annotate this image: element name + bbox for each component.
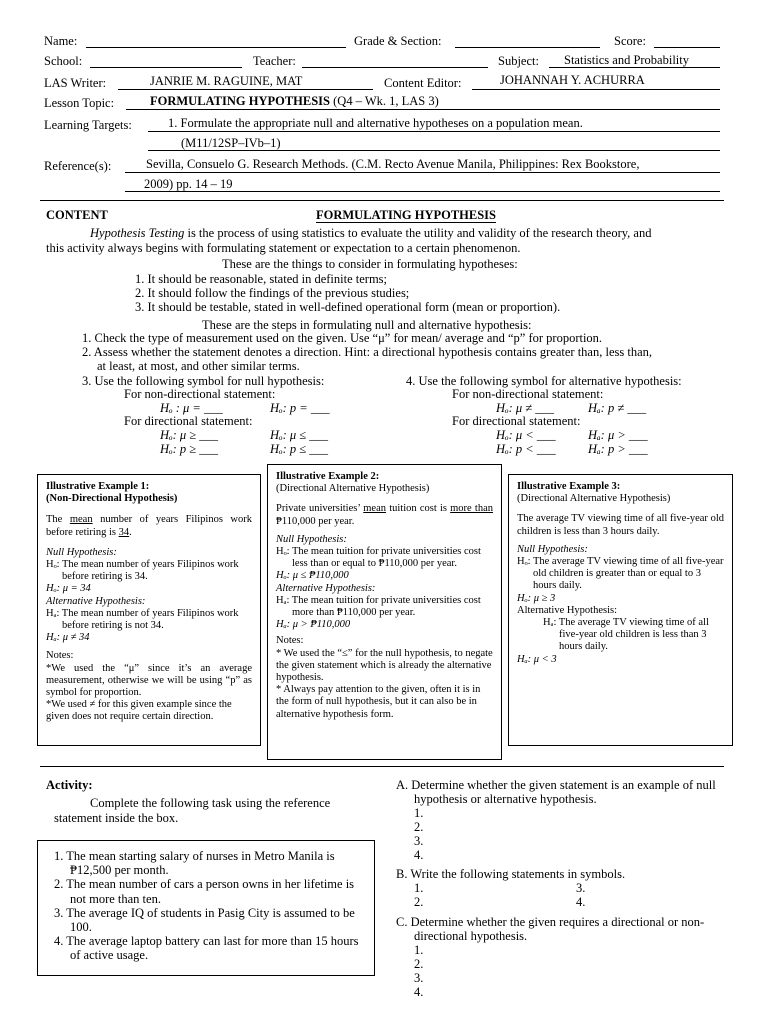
part-c-answer-3[interactable]: 3.	[414, 971, 424, 985]
part-b-answer-3[interactable]: 3.	[576, 881, 586, 895]
consider-item: 3. It should be testable, stated in well-defined operational form (mean or proportion).	[135, 300, 561, 314]
ref-label: Reference(s):	[44, 159, 112, 173]
null-d-mu-ge: Hₒ: μ ≥ ___	[160, 428, 219, 442]
null-dir-label: For directional statement:	[124, 414, 253, 428]
part-c-title: C. Determine whether the given requires a directional or non-directional hypothesis.	[396, 915, 705, 943]
step-3: 3. Use the following symbol for null hypothesis:	[82, 374, 325, 388]
reference-list	[54, 849, 368, 963]
stmt-part: tuition cost is	[386, 503, 451, 515]
score-label: Score:	[614, 34, 646, 48]
example-3-alt-text: Hₐ: The average TV viewing time of all five-year old children is less than 3 hours daily.	[543, 617, 709, 653]
part-b-title: B. Write the following statements in symbols.	[396, 867, 626, 881]
alt-nd-p: Hₐ: p ≠ ___	[588, 401, 647, 415]
intro-term: Hypothesis Testing	[90, 226, 185, 240]
content-label: CONTENT	[46, 208, 108, 222]
example-1-alt-sym: Hₐ: μ ≠ 34	[46, 632, 90, 644]
example-2-subtitle: (Directional Alternative Hypothesis)	[276, 483, 430, 495]
part-a-answer-3[interactable]: 3.	[414, 834, 424, 848]
example-2-alt-sym: Hₐ: μ > ₱110,000	[276, 619, 351, 631]
stmt-mean: mean	[363, 503, 387, 515]
targets-label: Learning Targets:	[44, 118, 132, 132]
alt-nondir-label: For non-directional statement:	[452, 387, 604, 401]
topic-value	[150, 94, 439, 109]
reference-statement: 1. The mean starting salary of nurses in Metro Manila is ₱12,500 per month.	[54, 849, 335, 878]
example-2-null-sym: Hₒ: μ ≤ ₱110,000	[276, 570, 349, 582]
part-c-answer-2[interactable]: 2.	[414, 957, 424, 971]
part-c-answer-4[interactable]: 4.	[414, 985, 424, 999]
topic-field	[126, 109, 720, 110]
example-3-box	[508, 474, 733, 746]
intro-line1: is the process of using statistics to evaluate the utility and validity of the research theory, and	[184, 226, 652, 240]
activity-label: Activity:	[46, 778, 93, 792]
null-d-mu-le: Hₒ: μ ≤ ___	[270, 428, 329, 442]
part-a-title: A. Determine whether the given statement is an example of null hypothesis or alternative hypothesis.	[396, 778, 716, 806]
alt-nd-mu: Hₒ: μ ≠ ___	[496, 401, 555, 415]
stmt-part: ₱110,000 per year.	[276, 515, 355, 527]
example-1-alt-label: Alternative Hypothesis:	[46, 595, 146, 607]
part-b-answer-2[interactable]: 2.	[414, 895, 424, 909]
stmt-part: The	[46, 514, 70, 526]
reference-statement: 4. The average laptop battery can last for more than 15 hours of active usage.	[54, 934, 359, 963]
step-2-line1: 2. Assess whether the statement denotes a direction. Hint: a directional hypothesis contains greater than, less than,	[82, 345, 652, 359]
example-2-null-text: Hₒ: The mean tuition for private universities cost less than or equal to ₱110,000 per year.	[276, 546, 481, 570]
example-3-null-label: Null Hypothesis:	[517, 543, 588, 555]
part-a-answer-2[interactable]: 2.	[414, 820, 424, 834]
subject-label: Subject:	[498, 54, 539, 68]
alt-dir-label: For directional statement:	[452, 414, 581, 428]
consider-item: 2. It should follow the findings of the previous studies;	[135, 286, 410, 300]
grade-field[interactable]	[455, 47, 600, 48]
null-nd-p: Hₒ: p = ___	[270, 401, 330, 415]
teacher-label: Teacher:	[253, 54, 296, 68]
score-field[interactable]	[654, 47, 720, 48]
example-3-title: Illustrative Example 3:	[517, 481, 621, 492]
intro-paragraph	[46, 226, 722, 256]
reference-statement: 2. The mean number of cars a person owns in her lifetime is not more than ten.	[54, 877, 355, 906]
step-4: 4. Use the following symbol for alternative hypothesis:	[406, 374, 682, 388]
stmt-more-than: more than	[450, 503, 493, 515]
alt-d-p-lt: Hₒ: p < ___	[496, 442, 556, 456]
stmt-part: .	[129, 526, 132, 538]
header-divider	[40, 200, 724, 201]
part-a-answer-1[interactable]: 1.	[414, 806, 424, 820]
example-1-null-text: Hₒ: The mean number of years Filipinos work before retiring is 34.	[46, 559, 239, 583]
stmt-part: Private universities’	[276, 503, 364, 515]
school-field[interactable]	[90, 67, 242, 68]
step-2-line2: at least, at most, and other similar terms.	[97, 359, 300, 373]
name-label: Name:	[44, 34, 78, 48]
consider-title: These are the things to consider in formulating hypotheses:	[222, 257, 518, 271]
example-3-statement: The average TV viewing time of all five-year old children is less than 3 hours daily.	[517, 513, 724, 537]
writer-field	[118, 89, 373, 90]
activity-instruction: Complete the following task using the reference statement inside the box.	[54, 796, 331, 825]
steps-title: These are the steps in formulating null and alternative hypothesis:	[202, 318, 532, 332]
example-3-subtitle: (Directional Alternative Hypothesis)	[517, 493, 671, 505]
ref-line2: 2009) pp. 14 – 19	[144, 177, 233, 191]
example-1-note-2: *We used ≠ for this given example since the given does not require certain direction.	[46, 699, 232, 723]
consider-item: 1. It should be reasonable, stated in definite terms;	[135, 272, 388, 286]
example-1-subtitle: (Non-Directional Hypothesis)	[46, 493, 178, 505]
null-d-p-ge: Hₒ: p ≥ ___	[160, 442, 218, 456]
example-2-alt-label: Alternative Hypothesis:	[276, 582, 376, 594]
reference-statement: 3. The average IQ of students in Pasig City is assumed to be 100.	[54, 905, 355, 935]
step-1: 1. Check the type of measurement used on the given. Use “μ” for mean/ average and “p” for proportion.	[82, 331, 603, 345]
alt-d-mu-gt: Hₐ: μ > ___	[588, 428, 648, 442]
example-2-note-2: * Always pay attention to the given, often it is in the form of null hypothesis, but it can also be in alternative hypothesis form.	[276, 684, 481, 720]
example-2-null-label: Null Hypothesis:	[276, 533, 347, 545]
school-label: School:	[44, 54, 83, 68]
example-2-statement	[276, 503, 493, 527]
teacher-field[interactable]	[302, 67, 488, 68]
targets-field	[148, 131, 720, 132]
example-1-box	[37, 474, 261, 746]
content-title: FORMULATING HYPOTHESIS	[316, 208, 496, 222]
example-2-box	[267, 464, 502, 760]
topic-rest: (Q4 – Wk. 1, LAS 3)	[333, 94, 439, 108]
null-d-p-le: Hₒ: p ≤ ___	[270, 442, 328, 456]
topic-bold: FORMULATING HYPOTHESIS	[150, 94, 330, 108]
intro-line2: this activity always begins with formulating statement or expectation to a certain phenomenon.	[46, 241, 521, 255]
ref-line1: Sevilla, Consuelo G. Research Methods. (C.M. Recto Avenue Manila, Philippines: Rex Bookstore,	[146, 157, 640, 171]
example-1-note-1: *We used the “μ” since it’s an average measurement, otherwise we will be using “p” as symbol for proportion.	[46, 662, 252, 699]
editor-field	[472, 89, 720, 90]
example-2-notes-label: Notes:	[276, 635, 304, 647]
target-code: (M11/12SP–IVb–1)	[181, 136, 281, 150]
activity-divider	[40, 766, 724, 767]
example-2-note-1: * We used the “≤” for the null hypothesis, to negate the given statement which is already the alternative hypothesis.	[276, 647, 493, 684]
target-1: 1. Formulate the appropriate null and alternative hypotheses on a population mean.	[168, 116, 583, 130]
example-3-null-text: Hₒ: The average TV viewing time of all five-year old children is greater than or equal to 3 hours daily.	[517, 556, 724, 592]
part-a-answer-4[interactable]: 4.	[414, 848, 424, 862]
example-3-alt-label: Alternative Hypothesis:	[517, 604, 618, 616]
alt-d-mu-lt: Hₒ: μ < ___	[496, 428, 556, 442]
editor-label: Content Editor:	[384, 76, 462, 90]
topic-label: Lesson Topic:	[44, 96, 115, 110]
reference-box	[37, 840, 375, 976]
grade-label: Grade & Section:	[354, 34, 442, 48]
part-c-answer-1[interactable]: 1.	[414, 943, 424, 957]
example-2-title: Illustrative Example 2:	[276, 471, 380, 482]
subject-value: Statistics and Probability	[564, 53, 689, 67]
example-1-title: Illustrative Example 1:	[46, 481, 150, 492]
example-1-null-label: Null Hypothesis:	[46, 546, 117, 558]
stmt-mean: mean	[69, 514, 93, 526]
example-3-null-sym: Hₒ: μ ≥ 3	[517, 592, 556, 604]
alt-d-p-gt: Hₐ: p > ___	[588, 442, 648, 456]
writer-value: JANRIE M. RAGUINE, MAT	[150, 74, 303, 88]
example-3-alt-sym: Hₐ: μ < 3	[517, 653, 557, 665]
part-b-answer-1[interactable]: 1.	[414, 881, 424, 895]
editor-value: JOHANNAH Y. ACHURRA	[500, 73, 645, 87]
stmt-part: number of years Filipinos work before retiring is	[46, 514, 252, 538]
null-nd-mu: Hₒ : μ = ___	[160, 401, 223, 415]
ref-field	[125, 172, 720, 173]
part-b-answer-4[interactable]: 4.	[576, 895, 586, 909]
example-1-statement	[46, 514, 252, 538]
writer-label: LAS Writer:	[44, 76, 107, 90]
null-nondir-label: For non-directional statement:	[124, 387, 276, 401]
name-field[interactable]	[86, 47, 346, 48]
example-2-alt-text: Hₐ: The mean tuition for private universities cost more than ₱110,000 per year.	[276, 594, 481, 619]
example-1-notes-label: Notes:	[46, 650, 74, 662]
stmt-number: 34	[118, 526, 130, 538]
example-1-null-sym: Hₒ: μ = 34	[46, 583, 91, 595]
example-1-alt-text: Hₐ: The mean number of years Filipinos work before retiring is not 34.	[46, 607, 239, 632]
